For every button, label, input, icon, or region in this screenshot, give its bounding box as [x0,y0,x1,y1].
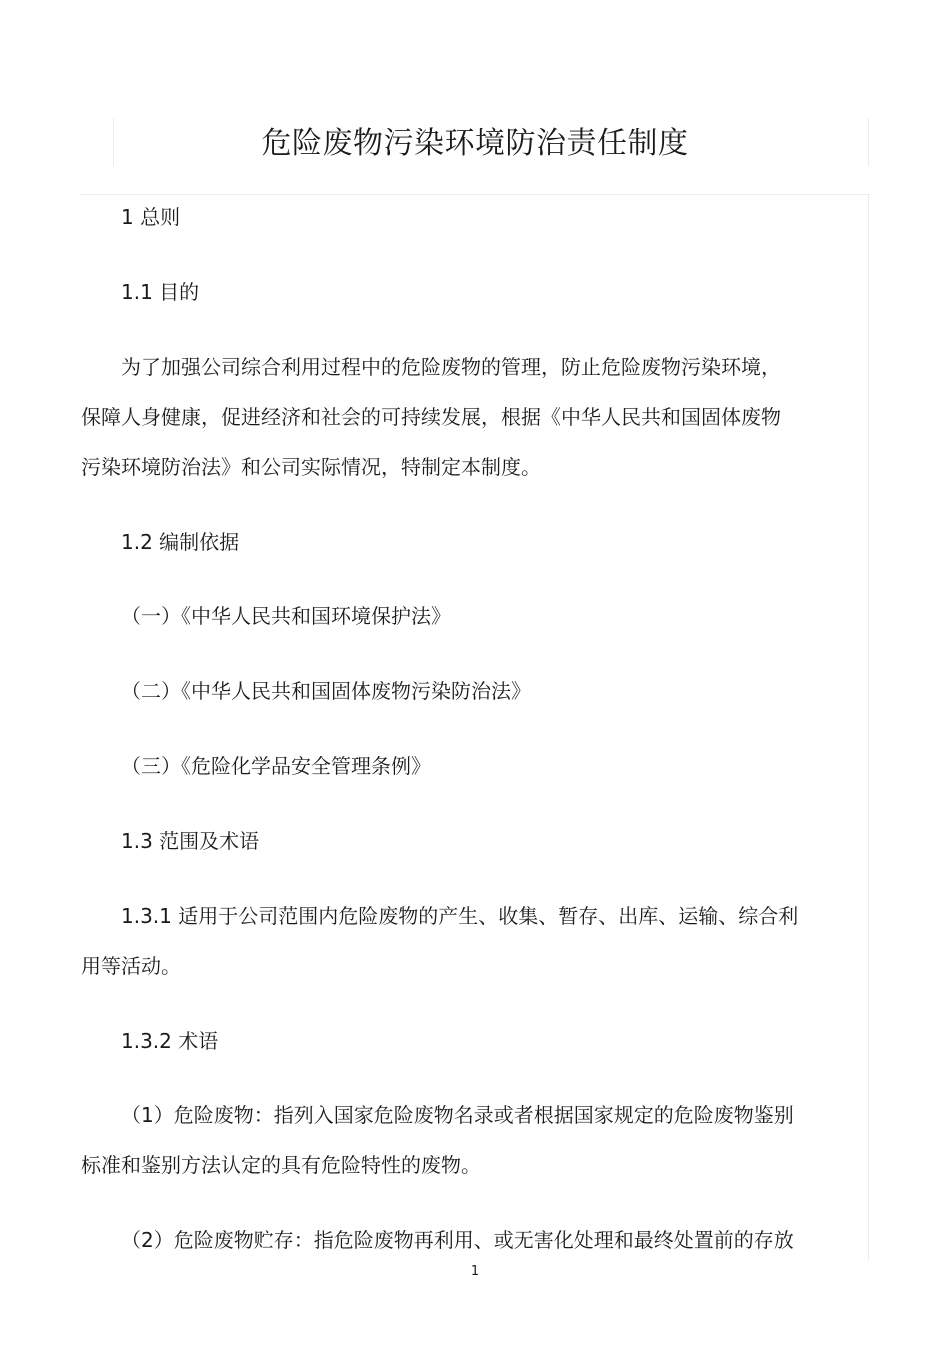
section-heading: 1.3 范围及术语 [121,829,260,853]
list-item: （二）《中华人民共和国固体废物污染防治法》 [121,679,531,703]
page-number: 1 [470,1264,480,1279]
paragraph-line: 保障人身健康，促进经济和社会的可持续发展，根据《中华人民共和国固体废物 [81,405,781,429]
paragraph-line: 用等活动。 [81,954,181,978]
paragraph-line: 污染环境防治法》和公司实际情况，特制定本制度。 [81,455,541,479]
paragraph-line: 1.3.1 适用于公司范围内危险废物的产生、收集、暂存、出库、运输、综合利 [121,904,799,928]
paragraph-line: 为了加强公司综合利用过程中的危险废物的管理，防止危险废物污染环境， [121,355,781,379]
paragraph-line: （1）危险废物：指列入国家危险废物名录或者根据国家规定的危险废物鉴别 [121,1103,794,1127]
frame-rule [80,194,870,195]
paragraph-line: 标准和鉴别方法认定的具有危险特性的废物。 [81,1153,481,1177]
document-title: 危险废物污染环境防治责任制度 [261,126,689,161]
section-heading: 1.3.2 术语 [121,1029,219,1053]
paragraph-line: （2）危险废物贮存：指危险废物再利用、或无害化处理和最终处置前的存放 [121,1228,794,1252]
section-heading: 1.1 目的 [121,280,200,304]
list-item: （一）《中华人民共和国环境保护法》 [121,604,451,628]
section-heading: 1 总则 [121,205,181,229]
list-item: （三）《危险化学品安全管理条例》 [121,754,431,778]
frame-line [868,195,869,1260]
section-heading: 1.2 编制依据 [121,530,240,554]
